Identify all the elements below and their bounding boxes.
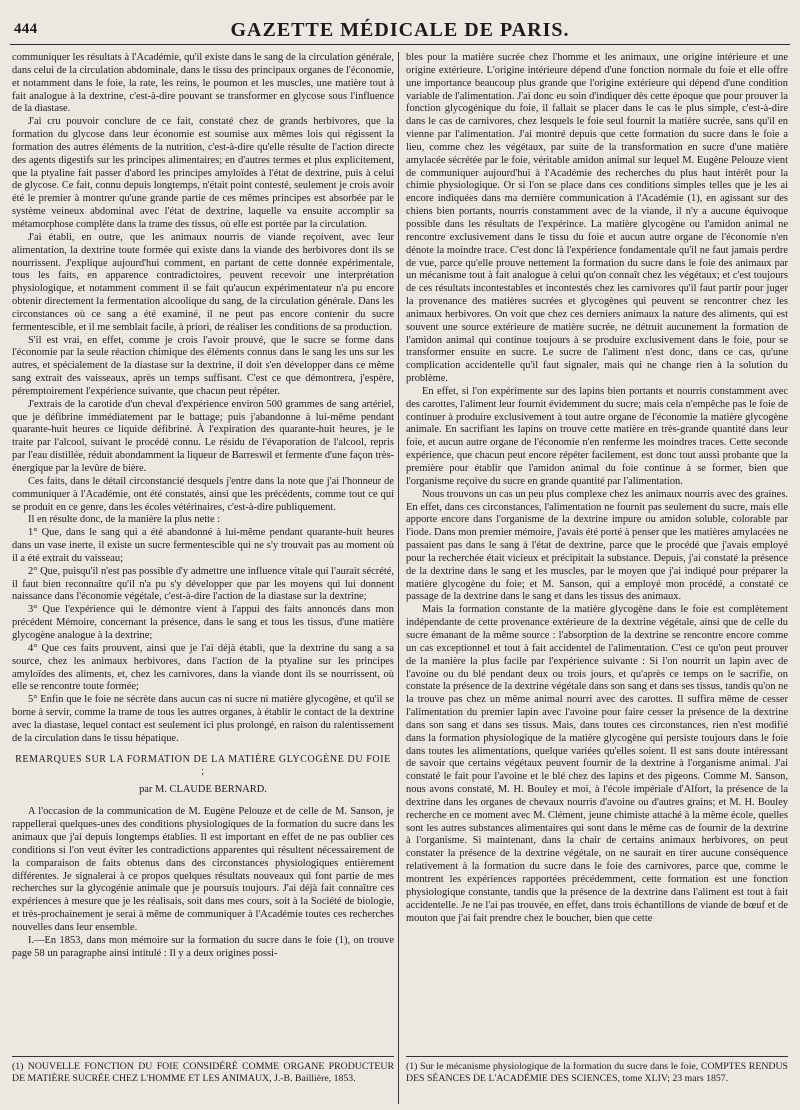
footnote-rule-right xyxy=(406,1056,788,1057)
paragraph: I.—En 1853, dans mon mémoire sur la formation du sucre dans le foie (1), on trouve page 58 un paragraphe ainsi intitulé : Il y a deux origines possi- xyxy=(12,934,394,959)
paragraph: 5° Enfin que le foie ne sécrète dans aucun cas ni sucre ni matière glycogène, et qu'il se borne à servir, comme la trame de tous les autres organes, à établir le contact de la dextrine avec la diastase, lequel contact est seulement ici plus prolongé, en raison du ralentissement de la circulation dans le tissu hépatique. xyxy=(12,694,394,744)
paragraph: bles pour la matière sucrée chez l'homme et les animaux, une origine intérieure et une origine extérieure. L'origine intérieure dépend d'une fonction normale du foie et elle offre une importance beaucoup plus grande que l'origine extérieure qui dépend d'une condition variable de l'alimentation. J'ai donc eu soin d'indiquer dès cette époque que pour prouver la fonction glycogénique du foie, il fallait se placer dans le cas le plus simple, c'est-à-dire dans le cas de carnivores, chez lesquels le foie seul fournit la matière sucrée, sans qu'il en vienne par l'alimentation. J'ai montré depuis que cette formation du sucre dans le foie a lieu, comme chez les végétaux, par suite de la transformation en sucre d'une matière amylacée sécrétée par le foie, véritable amidon animal sur lequel M. Eugène Pelouze vient de communiquer aujourd'hui à l'Académie des recherches du plus haut intérêt pour la chimie physiologique. Or si l'on se place dans ces conditions simples telles que je les ai encore indiquées dans ma dernière communication à l'Académie (1), en agissant sur des chiens bien portants, nourris constamment avec de la viande, il n'y a aucune équivoque possible dans les résultats de l'expérince. La matière glycogène ou l'amidon animal ne rencontre exclusivement dans le tissu du foie et aucun autre organe de l'économie n'en dénote la moindre trace. C'est donc là l'expérience fondamentale qu'il ne faut jamais perdre de vue, parce qu'elle prouve nettement la formation du sucre dans le foie des animaux par un mécanisme tout à fait analogue à celui qu'on connaît chez les végétaux; et c'est toujours de ces résultats incontestables et incontestés chez les carnivores qu'il faut partir pour juger la provenance des matières sucrées et glycogènes qui peuvent se rencontrer chez les animaux herbivores. On voit que chez ces derniers animaux la nature des aliments, qui est souvent une source extérieure de matière sucrée, ne détruit aucunement la formation de l'amidon animal qui continue toujours à se produire exclusivement dans le foie, pour se transformer ensuite en sucre. Le sucre de l'aliment n'est donc, dans ce cas, qu'une complication accidentelle qu'il faut signaler, mais qui ne change rien à la solution du problème. xyxy=(406,52,788,385)
footnote-left: (1) NOUVELLE FONCTION DU FOIE CONSIDÉRÉ COMME ORGANE PRODUCTEUR DE MATIÈRE SUCRÉE CHEZ L'HOMME ET LES ANIMAUX, J.-B. Baillière, 1853. xyxy=(12,1061,394,1084)
paragraph: 2° Que, puisqu'il n'est pas possible d'y admettre une influence vitale qui l'aurait sécrété, il faut bien reconnaître qu'il n'a pu s'y développer que par les moyens qui lui donnent naissance dans l'économie végétale, c'est-à-dire l'action de la diastase sur la dextrine; xyxy=(12,565,394,603)
page-number: 444 xyxy=(14,21,38,37)
section-title: REMARQUES SUR LA FORMATION DE LA MATIÈRE GLYCOGÈNE DU FOIE ; xyxy=(15,753,391,777)
footnote-right: (1) Sur le mécanisme physiologique de la formation du sucre dans le foie, COMPTES RENDUS DES SÉANCES DE L'ACADÉMIE DES SCIENCES, tome XLIV; 23 mars 1857. xyxy=(406,1061,788,1084)
paragraph: Nous trouvons un cas un peu plus complexe chez les animaux nourris avec des graines. En effet, dans ces circonstances, l'alimentation ne fournit pas seulement du sucre, mais elle apporte encore dans l'organisme de la dextrine impure ou amidon soluble, colorable par l'iode. Dans mon premier mémoire, j'avais été porté à penser que les matières amylacées ne passaient pas dans le sang à l'état de dextrine, parce que le procédé que j'avais employé pour la recherchée était vicieux et précipitait la substance. Depuis, j'ai constaté la présence de la dextrine dans le sang et les muscles, par le moyen que j'ai indiqué pour préparer la matière glycogène du foie; et M. Sanson, qui a employé mon procédé, a constaté ce passage de la dextrine dans le sang et dans les tissus des animaux. xyxy=(406,488,788,603)
page-header xyxy=(10,8,790,45)
journal-title: GAZETTE MÉDICALE DE PARIS. xyxy=(230,19,570,41)
paragraph: Il en résulte donc, de la manière la plus nette : xyxy=(28,514,221,526)
paragraph: J'ai cru pouvoir conclure de ce fait, constaté chez de grands herbivores, que la formation du glycose dans leur économie est soumise aux mêmes lois qui régissent la formation des autres éléments de la nutrition, c'est-à-dire qu'elle résulte de l'action directe des agents digestifs sur les principes alimentaires; en d'autres termes et plus explicitement, que la ptyaline fait passer d'abord les principes amyloïdes à l'état de dextrine, puis à celui de glycose. Ce fait, connu depuis longtemps, n'était point contesté, seulement je crois avoir été le premier à montrer qu'une grande partie de ces mêmes principes est absorbée par le système veineux abdominal avec l'état de dextrine, laquelle va ensuite accomplir sa métamorphose complète dans la trame des tissus, où elle est portée par la circulation. xyxy=(12,116,394,230)
section-author: par M. CLAUDE BERNARD. xyxy=(139,783,267,795)
paragraph: Mais la formation constante de la matière glycogène dans le foie est complètement indépendante de cette provenance extérieure de la dextrine végétale, ainsi que de celle du sucre émanant de la même source : l'absorption de la dextrine se rencontre encore comme un cas exceptionnel et tout à fait accidentel de l'alimentation. C'est ce qu'on peut prouver de la manière la plus facile par l'expérience suivante : Si l'on nourrit un lapin avec de l'avoine ou du blé pendant deux ou trois jours, et qu'après ce temps on le sacrifie, on constate la présence de la dextrine végétale dans son sang et dans ses tissus, tandis qu'on ne la trouve pas chez un même animal nourri avec des carottes. Il suffira même de cesser l'alimentation du premier lapin avec l'avoine pour faire cesser la présence de la dextrine dans son sang et dans ses tissus. Mais, dans toutes ces circonstances, rien n'est modifié dans la formation physiologique de la matière glycogène qui persiste toujours dans le foie dans toutes les alimentations, quelque variées qu'elles soient. Il est sans doute intéressant de savoir que certains végétaux peuvent fournir de la dextrine à l'organisme animal. J'ai constaté le fait pour l'avoine et le blé chez des lapins et des pigeons. Comme M. Sanson, nous avons constaté, M. H. Bouley et moi, à l'école impériale d'Alfort, la présence de la dextrine dans les organes de chevaux nourris d'avoine ou d'autres grains; et M. H. Bouley recherche en ce moment avec M. Clément, jeune chimiste attaché à la même école, quelles sont les autres substances alimentaires qui sont dans le même cas de fournir de la dextrine à l'organisme. Si maintenant, dans la chair de certains animaux herbivores, on peut constater la présence de la dextrine végétale, on ne saurait en tirer aucune conséquence relativement à la formation du sucre dans le foie des carnivores, parce que, comme le montrent les expériences rapportées précédemment, cette formation est une fonction physiologique constante, tandis que la présence de la dextrine dans l'aliment est tout à fait accidentelle. Je ne l'ai pas trouvée, en effet, dans trois échantillons de viande de bœuf et de mouton que j'ai fait prendre chez le boucher, bien que cette xyxy=(406,604,788,924)
paragraph: A l'occasion de la communication de M. Eugène Pelouze et de celle de M. Sanson, je rappellerai quelques-unes des conditions physiologiques de la formation du sucre dans les animaux que j'ai depuis longtemps établies. Il est important en effet de ne pas oublier ces conditions si l'on veut éviter les contradictions apparentes qui résultent nécessairement de la comparaison de faits obtenus dans des circonstances physiologiques entièrement différentes. Je signalerai à ce propos quelques résultats nouveaux qui font partie de mes recherches sur la glycogénie animale que je poursuis toujours. J'ai déjà fait connaître ces expériences à mesure que je les réalisais, soit dans mes cours, soit à la Société de biologie, et très-prochainement je serai à même de communiquer à l'Académie toutes ces recherches nouvelles dans leur ensemble. xyxy=(12,806,394,933)
paragraph: Ces faits, dans le détail circonstancié desquels j'entre dans la note que j'ai l'honneur de communiquer à l'Académie, ont été constatés, ainsi que les précédents, comme tout ce qui se produit en ce genre, dans les écoles vétérinaires, c'est-à-dire publiquement. xyxy=(12,475,394,513)
paragraph: S'il est vrai, en effet, comme je crois l'avoir prouvé, que le sucre se forme dans l'économie par la seule réaction chimique des éléments connus dans le sang les uns sur les autres, et spécialement de la diastase sur la dextrine, il doit s'en développer dans ce même sang extrait des vaisseaux, après un temps suffisant. C'est ce que démontrera, j'espère, péremptoirement l'expérience suivante, que chacun peut répéter. xyxy=(12,334,394,397)
right-column xyxy=(406,52,788,1102)
paragraph: J'ai établi, en outre, que les animaux nourris de viande reçoivent, avec leur alimentation, la dextrine toute formée qui existe dans la viande des herbivores dont ils se nourrissent. J'explique aujourd'hui comment, en partant de cette donnée expérimentale, tous les faits, en apparence contradictoires, peuvent recevoir une interprétation physiologique, et notamment comment il se fait qu'aucun expérimentateur n'a pu encore obtenir directement la fermentation alcoolique du sang, de la circulation générale. Dans les circonstances où ce sang a été examiné, il ne peut pas encore contenir du sucre fermentescible, et il me semblait facile, à priori, de réaliser les conditions de sa production. xyxy=(12,231,394,333)
paragraph: 3° Que l'expérience qui le démontre vient à l'appui des faits annoncés dans mon précédent Mémoire, concernant la présence, dans le sang et tous les tissus, d'une matière glycogène analogue à la dextrine; xyxy=(12,604,394,641)
footnote-rule-left xyxy=(12,1056,394,1057)
paragraph: En effet, si l'on expérimente sur des lapins bien portants et nourris constamment avec des carottes, l'aliment leur fournit évidemment du sucre; mais cela n'empêche pas le foie de continuer à produire exclusivement à tout autre organe de l'économie la matière glycogène animale. En sacrifiant les lapins on trouve cette matière en très-grande quantité dans leur foie, et aucun autre organe de l'économie n'en renferme les moindres traces. Cette seconde expérience, que chacun peut encore répéter facilement, est donc tout aussi probante que la première pour établir que l'amidon animal du foie continue à se former, bien que l'organisme reçoive du sucre en grande quantité par l'alimentation. xyxy=(406,385,788,487)
paragraph: communiquer les résultats à l'Académie, qu'il existe dans le sang de la circulation générale, dans celui de la circulation abdominale, dans le tissu des principaux organes de l'économie, et notamment dans le foie, la rate, les reins, le poumon et les muscles, une matière tout à fait analogue à la dextrine, c'est-à-dire pouvant se transformer en glycose sous l'influence de la diastase. xyxy=(12,52,394,115)
paragraph: J'extrais de la carotide d'un cheval d'expérience environ 500 grammes de sang artériel, que je défibrine immédiatement par le battage; puis j'abandonne à lui-même pendant quarante-huit heures ce liquide défibriné. À l'expiration des quarante-huit heures, je le traite par l'alcool, suivant le procédé connu. Le résidu de l'évaporation de l'alcool, repris par l'eau distillée, réduit abondamment la liqueur de Barreswil et fermente d'une façon très-énergique par la levûre de bière. xyxy=(12,398,394,474)
column-divider xyxy=(398,52,399,1104)
left-column xyxy=(12,52,394,1102)
paragraph: 1° Que, dans le sang qui a été abandonné à lui-même pendant quarante-huit heures dans un vase inerte, il existe un sucre fermentescible qui ne s'y trouvait pas au moment où il a été extrait du vaisseau; xyxy=(12,527,394,564)
paragraph: 4° Que ces faits prouvent, ainsi que je l'ai déjà établi, que la dextrine du sang a sa source, chez les animaux herbivores, dans l'action de la ptyaline sur les principes amyloïdes des aliments, et, chez les carnivores, dans la viande dont ils se nourrissent, où elle se rencontre toute formée; xyxy=(12,642,394,693)
